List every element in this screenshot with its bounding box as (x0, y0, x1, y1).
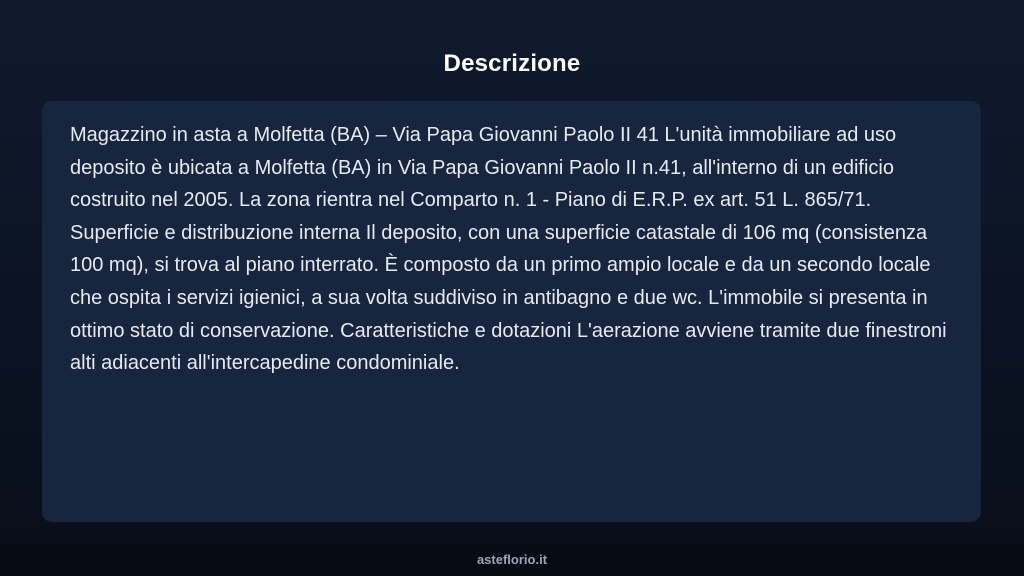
description-text: Magazzino in asta a Molfetta (BA) – Via Papa Giovanni Paolo II 41 L'unità immobiliare ad uso deposito è ubicata a Molfetta (BA) in Via Papa Giovanni Paolo II n.41, all'interno di un edificio costruito nel 2005. La zona rientra nel Comparto n. 1 - Piano di E.R.P. ex art. 51 L. 865/71. Superficie e distribuzione interna Il deposito, con una superficie catastale di 106 mq (consistenza 100 mq), si trova al piano interrato. È composto da un primo ampio locale e da un secondo locale che ospita i servizi igienici, a sua volta suddiviso in antibagno e due wc. L'immobile si presenta in ottimo stato di conservazione. Caratteristiche e dotazioni L'aerazione avviene tramite due finestroni alti adiacenti all'intercapedine condominiale. (70, 124, 947, 375)
description-card (42, 101, 981, 522)
page-title: Descrizione (443, 50, 581, 77)
footer-site-label: asteflorio.it (476, 552, 548, 567)
